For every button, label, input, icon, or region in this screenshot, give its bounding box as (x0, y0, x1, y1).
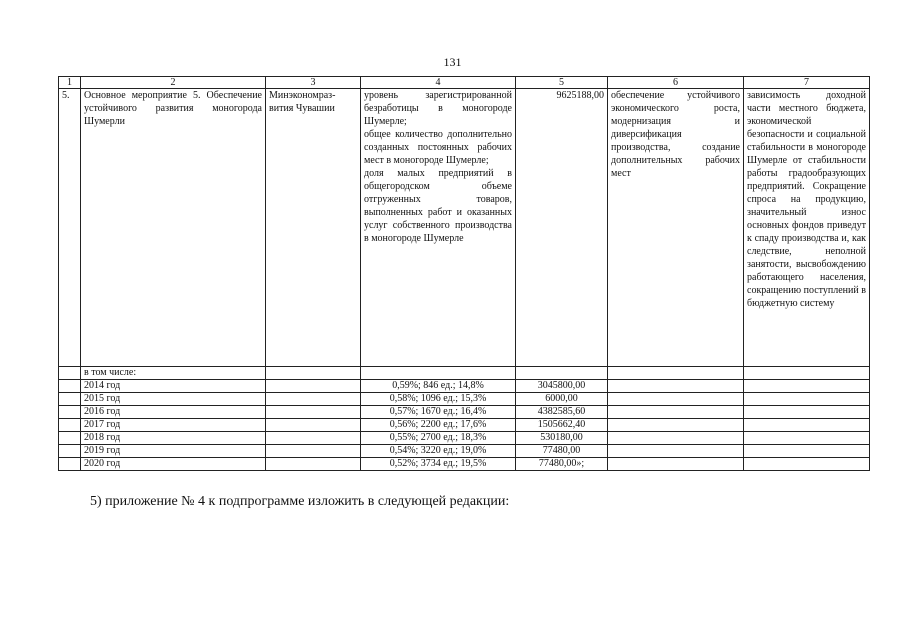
year-amount: 1505662,40 (516, 419, 608, 432)
header-row (59, 77, 870, 89)
year-label: 2018 год (81, 432, 266, 445)
total-amount: 9625188,00 (516, 89, 608, 367)
year-label: 2019 год (81, 445, 266, 458)
expected-result: обеспечение устойчивого экономического роста, модернизация и диверсификация производства, создание дополнительных рабочих мест (608, 89, 744, 367)
main-event-row (59, 89, 870, 367)
year-indicator: 0,54%; 3220 ед.; 19,0% (361, 445, 516, 458)
year-amount: 530180,00 (516, 432, 608, 445)
year-row (59, 458, 870, 471)
year-row (59, 445, 870, 458)
indicator-line: доля малых предприятий в общегородском объеме отгруженных товаров, выполненных работ и оказанных услуг собственного производства в моногороде Шумерле (364, 168, 512, 244)
header-cell: 3 (266, 77, 361, 89)
year-label: 2017 год (81, 419, 266, 432)
risk-description: зависимость доходной части местного бюджета, экономической безопасности и социальной стабильности в моногороде Шумерле от стабильности работы градообразующих предприятий. Сокращение спроса на продукцию, значительный износ основных фондов приведут к спаду производства и, как следствие, неполной занятости, высвобождению работающего населения, сокращению поступлений в бюджетную систему (744, 89, 870, 367)
year-row (59, 393, 870, 406)
subprogram-table (58, 76, 870, 471)
year-amount: 77480,00 (516, 445, 608, 458)
indicator-line: уровень зарегистрированной безработицы в моногороде Шумерле; (364, 90, 512, 127)
year-indicator: 0,56%; 2200 ед.; 17,6% (361, 419, 516, 432)
indicator-line: общее количество дополнительно созданных постоянных рабочих мест в моногороде Шумерле; (364, 129, 512, 166)
year-amount: 3045800,00 (516, 380, 608, 393)
row-number: 5. (59, 89, 81, 367)
header-cell: 6 (608, 77, 744, 89)
year-row (59, 380, 870, 393)
executor-line: вития Чувашии (269, 103, 335, 114)
year-amount: 6000,00 (516, 393, 608, 406)
header-cell: 5 (516, 77, 608, 89)
year-label: 2014 год (81, 380, 266, 393)
page-number: 131 (443, 55, 462, 69)
year-indicator: 0,57%; 1670 ед.; 16,4% (361, 406, 516, 419)
year-label: 2020 год (81, 458, 266, 471)
year-row (59, 419, 870, 432)
header-cell: 7 (744, 77, 870, 89)
header-cell: 2 (81, 77, 266, 89)
year-amount: 77480,00»; (516, 458, 608, 471)
year-indicator: 0,55%; 2700 ед.; 18,3% (361, 432, 516, 445)
executor-cell (266, 89, 361, 367)
year-indicator: 0,59%; 846 ед.; 14,8% (361, 380, 516, 393)
header-cell: 1 (59, 77, 81, 89)
year-row (59, 406, 870, 419)
executor-line: Минэкономраз- (269, 90, 336, 101)
year-indicator: 0,52%; 3734 ед.; 19,5% (361, 458, 516, 471)
year-indicator: 0,58%; 1096 ед.; 15,3% (361, 393, 516, 406)
year-label: 2016 год (81, 406, 266, 419)
amendment-instruction: 5) приложение № 4 к подпрограмме изложить в следующей редакции: (90, 494, 510, 509)
event-name: Основное мероприятие 5. Обеспечение устойчивого развития моногорода Шумерли (81, 89, 266, 367)
including-row (59, 367, 870, 380)
including-label: в том числе: (81, 367, 266, 380)
year-amount: 4382585,60 (516, 406, 608, 419)
year-label: 2015 год (81, 393, 266, 406)
year-row (59, 432, 870, 445)
header-cell: 4 (361, 77, 516, 89)
indicator-cell (361, 89, 516, 367)
